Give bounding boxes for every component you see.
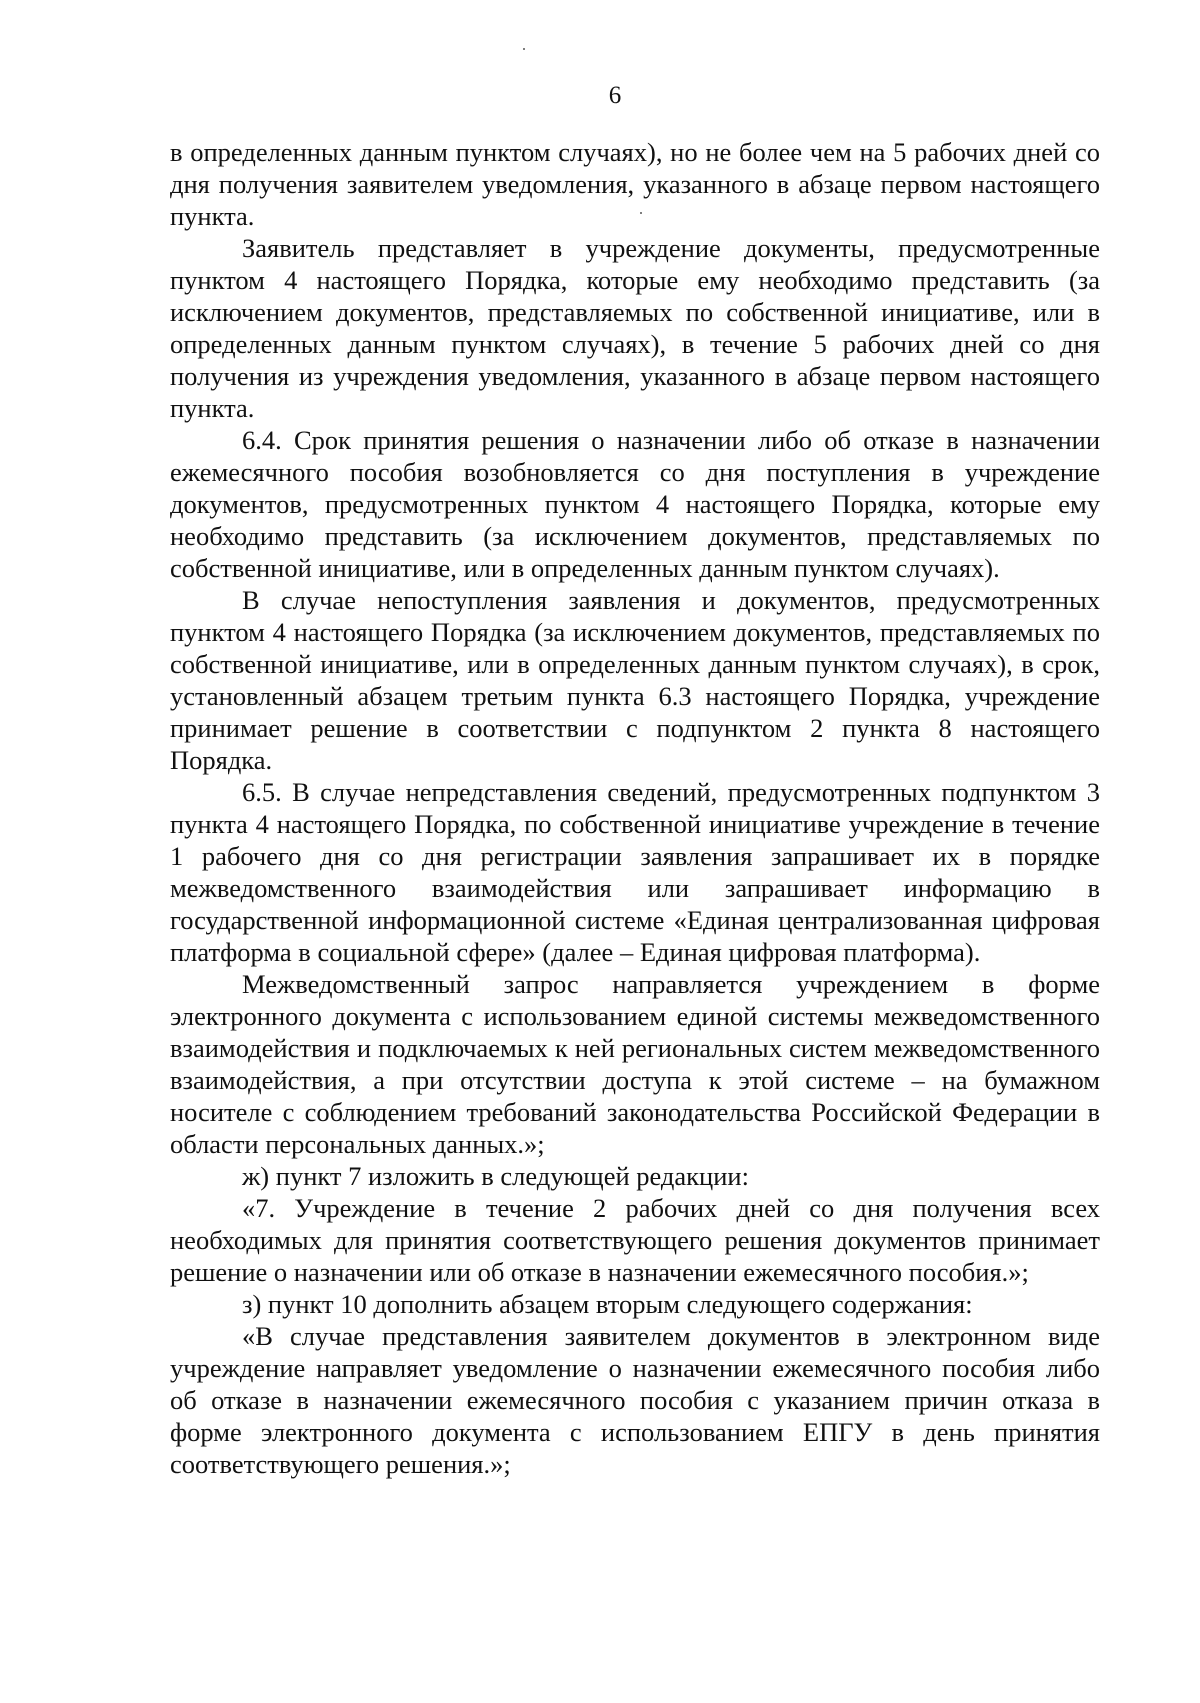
paragraph: 6.5. В случае непредставления сведений, предусмотренных подпунктом 3 пункта 4 настоящего Порядка, по собственной инициативе учреждение в течение 1 рабочего дня со дня регистрации заявления запрашивает их в порядке межведомственного взаимодействия или запрашивает информацию в государственной информационной системе «Единая централизованная цифровая платформа в социальной сфере» (далее – Единая цифровая платформа).	[170, 777, 1100, 967]
paragraph: з) пункт 10 дополнить абзацем вторым следующего содержания:	[242, 1289, 973, 1319]
paragraph: Межведомственный запрос направляется учреждением в форме электронного документа с использованием единой системы межведомственного взаимодействия и подключаемых к ней региональных систем межведомственного взаимодействия, а при отсутствии доступа к этой системе – на бумажном носителе с соблюдением требований законодательства Российской Федерации в области персональных данных.»;	[170, 969, 1100, 1159]
scan-speck	[523, 48, 525, 50]
paragraph: «7. Учреждение в течение 2 рабочих дней со дня получения всех необходимых для принятия соответствующего решения документов принимает решение о назначении или об отказе в назначении ежемесячного пособия.»;	[170, 1193, 1100, 1287]
paragraph: Заявитель представляет в учреждение документы, предусмотренные пунктом 4 настоящего Порядка, которые ему необходимо представить (за исключением документов, представляемых по собственной инициативе, или в определенных данным пунктом случаях), в течение 5 рабочих дней со дня получения из учреждения уведомления, указанного в абзаце первом настоящего пункта.	[170, 233, 1100, 423]
page-number: 6	[608, 82, 622, 109]
paragraph: «В случае представления заявителем документов в электронном виде учреждение направляет уведомление о назначении ежемесячного пособия либо об отказе в назначении ежемесячного пособия с указанием причин отказа в форме электронного документа с использованием ЕПГУ в день принятия соответствующего решения.»;	[170, 1321, 1100, 1479]
paragraph: в определенных данным пунктом случаях), но не более чем на 5 рабочих дней со дня получения заявителем уведомления, указанного в абзаце первом настоящего пункта.	[170, 137, 1100, 231]
paragraph: ж) пункт 7 изложить в следующей редакции:	[242, 1161, 749, 1191]
document-body	[170, 136, 1100, 1480]
paragraph: В случае непоступления заявления и документов, предусмотренных пунктом 4 настоящего Порядка (за исключением документов, представляемых по собственной инициативе, или в определенных данным пунктом случаях), в срок, установленный абзацем третьим пункта 6.3 настоящего Порядка, учреждение принимает решение в соответствии с подпунктом 2 пункта 8 настоящего Порядка.	[170, 585, 1100, 775]
paragraph: 6.4. Срок принятия решения о назначении либо об отказе в назначении ежемесячного пособия возобновляется со дня поступления в учреждение документов, предусмотренных пунктом 4 настоящего Порядка, которые ему необходимо представить (за исключением документов, представляемых по собственной инициативе, или в определенных данным пунктом случаях).	[170, 425, 1100, 583]
